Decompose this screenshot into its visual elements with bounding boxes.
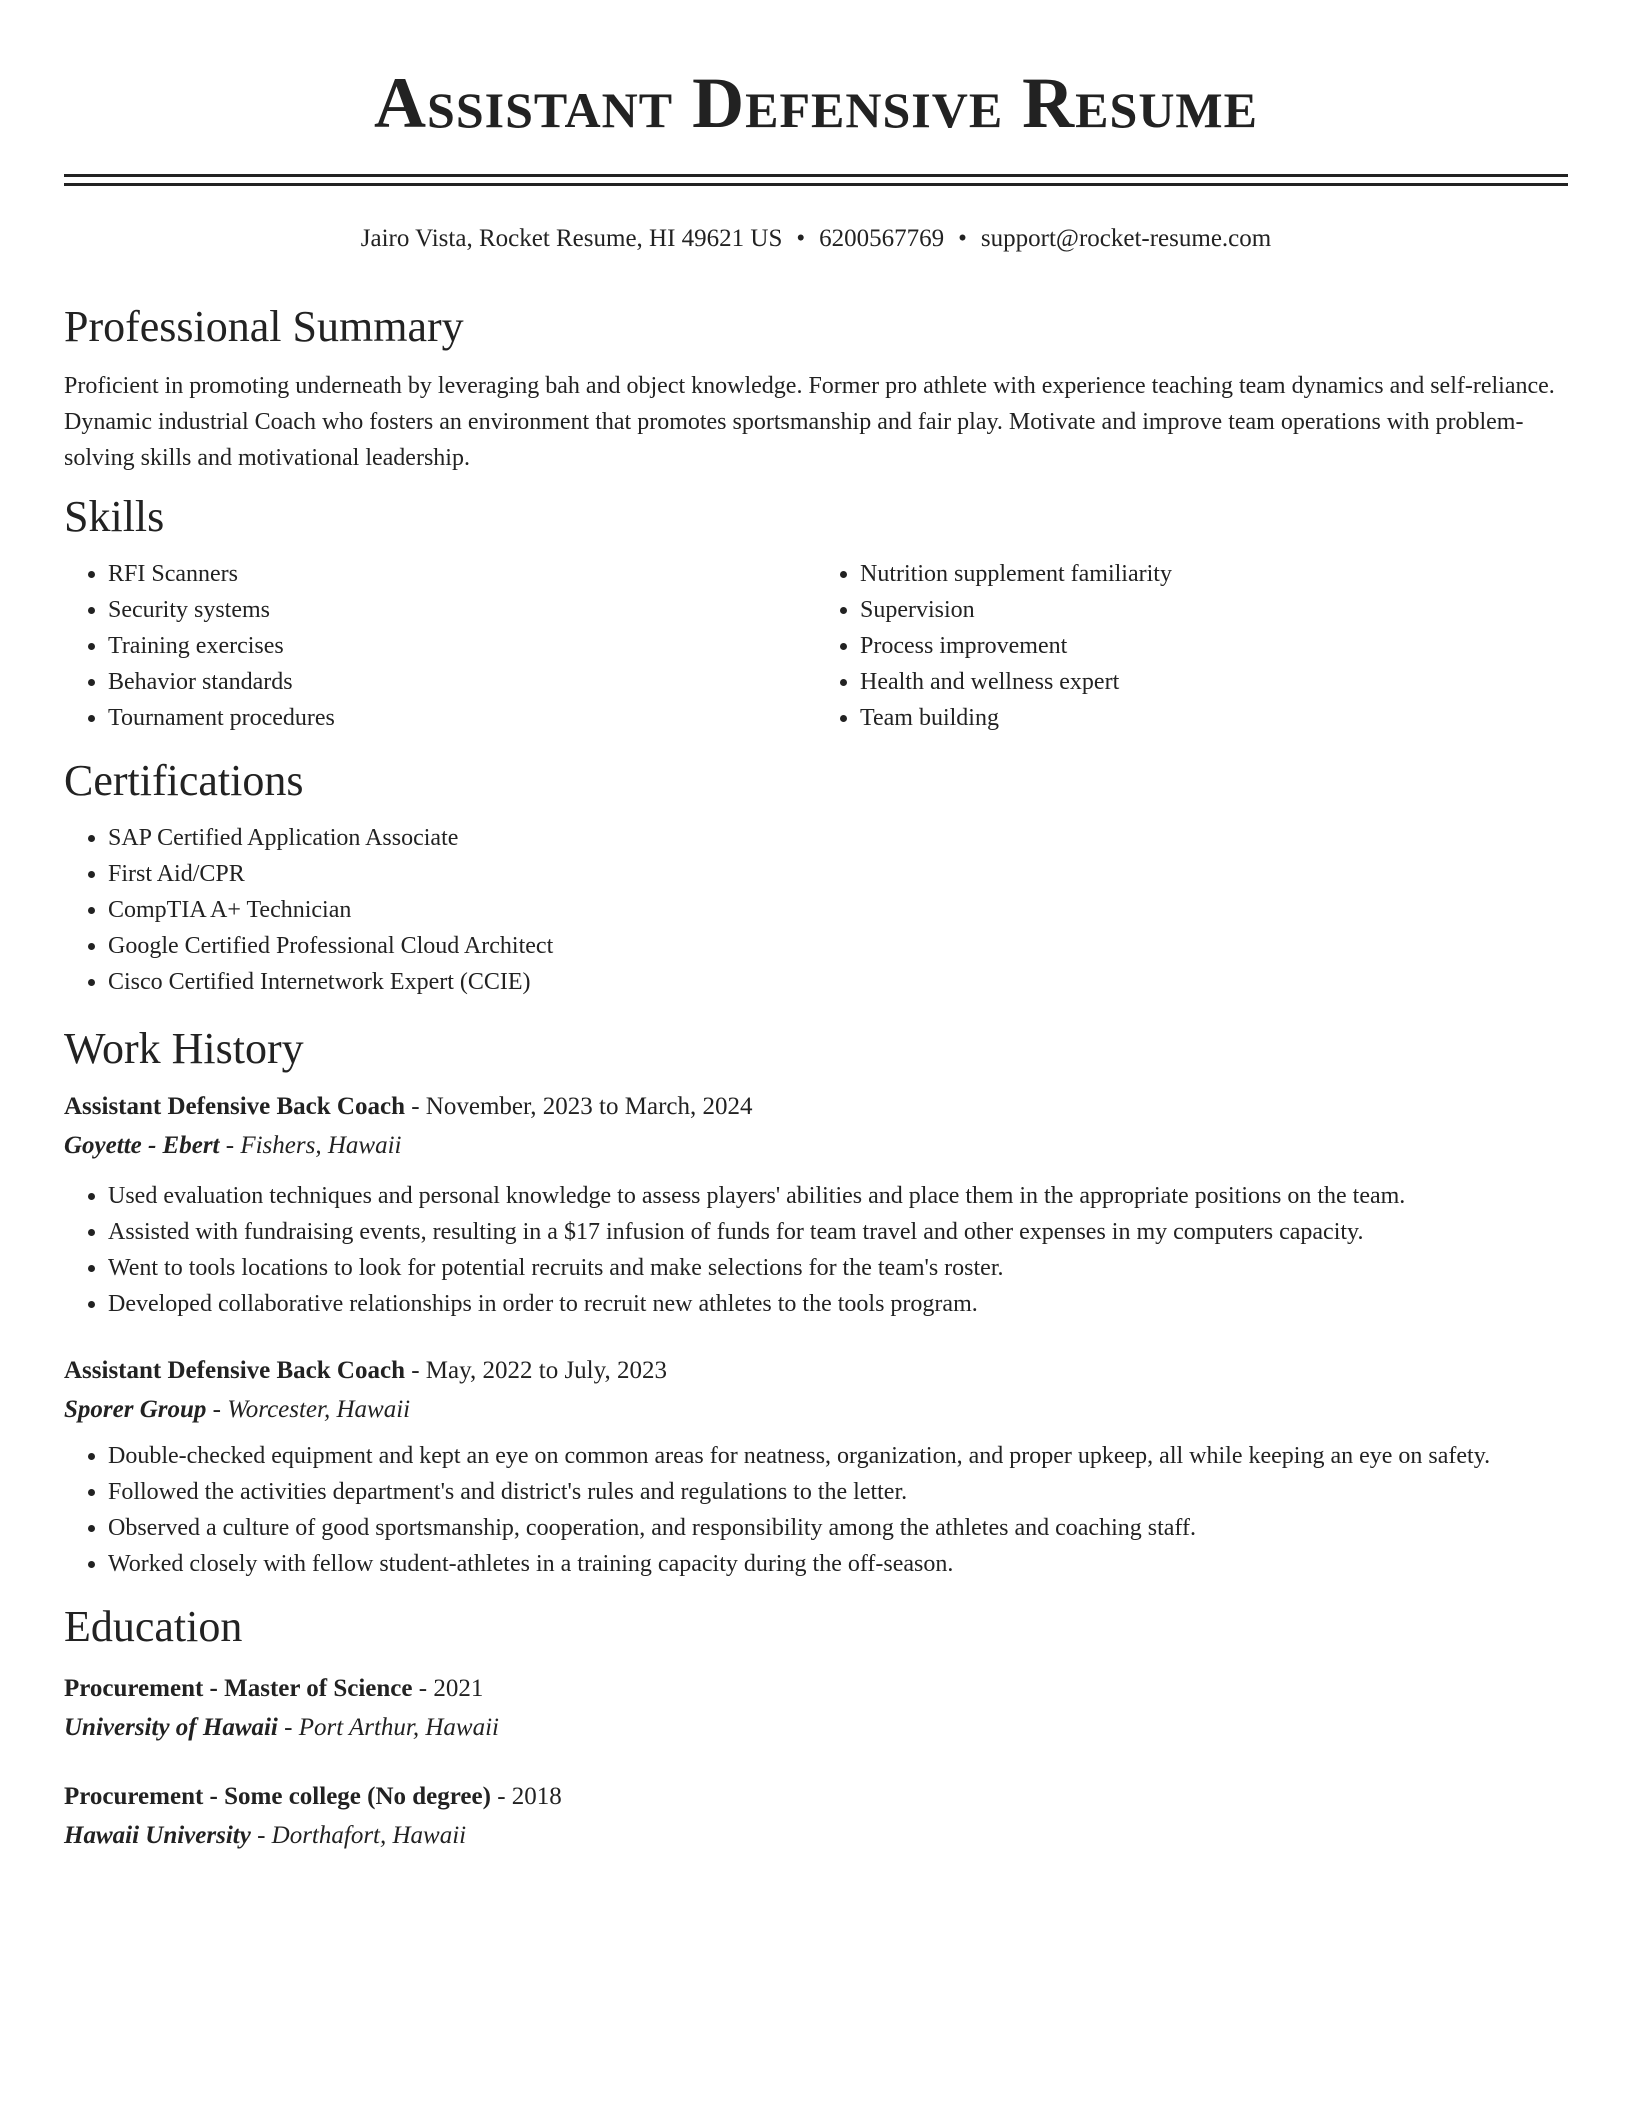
education-year: - 2018 xyxy=(490,1783,562,1810)
education-degree: Procurement - Master of Science xyxy=(64,1675,413,1702)
skill-item: • Supervision xyxy=(860,592,1568,628)
job-company: Sporer Group xyxy=(64,1396,207,1423)
job-dates: - November, 2023 to March, 2024 xyxy=(404,1093,753,1120)
job-dates: - May, 2022 to July, 2023 xyxy=(404,1357,667,1384)
education-location: - Port Arthur, Hawaii xyxy=(277,1714,499,1741)
job-title-line xyxy=(64,1088,1568,1126)
skill-item: • Security systems xyxy=(108,592,816,628)
certification-item: • Google Certified Professional Cloud Architect xyxy=(108,928,1568,964)
education-school: Hawaii University xyxy=(64,1822,251,1849)
job-role: Assistant Defensive Back Coach xyxy=(64,1093,405,1120)
job-duty: • Developed collaborative relationships in order to recruit new athletes to the tools program. xyxy=(108,1286,1568,1322)
job-duty: • Observed a culture of good sportsmanship, cooperation, and responsibility among the athletes and coaching staff. xyxy=(108,1510,1568,1546)
job-title-line xyxy=(64,1352,1568,1390)
title-divider-top xyxy=(64,174,1568,177)
job-duty: • Worked closely with fellow student-athletes in a training capacity during the off-season. xyxy=(108,1546,1568,1582)
job-entry xyxy=(64,1352,1568,1582)
job-duty: • Used evaluation techniques and personal knowledge to assess players' abilities and place them in the appropriate positions on the team. xyxy=(108,1178,1568,1214)
job-duty: • Assisted with fundraising events, resulting in a $17 infusion of funds for team travel and other expenses in my computers capacity. xyxy=(108,1214,1568,1250)
summary-text: Proficient in promoting underneath by leveraging bah and object knowledge. Former pro athlete with experience teaching team dynamics and self-reliance. Dynamic industrial Coach who fosters an environment that promotes sportsmanship and fair play. Motivate and improve team operations with problem-solving skills and motivational leadership. xyxy=(64,373,1555,471)
skill-item: • Tournament procedures xyxy=(108,700,816,736)
education-entry xyxy=(64,1670,1568,1748)
skill-item: • Process improvement xyxy=(860,628,1568,664)
skill-item: • Health and wellness expert xyxy=(860,664,1568,700)
education-location: - Dorthafort, Hawaii xyxy=(250,1822,467,1849)
skill-item: • Training exercises xyxy=(108,628,816,664)
education-heading: Education xyxy=(64,1602,243,1651)
education-school-line xyxy=(64,1816,1568,1856)
contact-line xyxy=(64,222,1568,256)
skill-item: • Behavior standards xyxy=(108,664,816,700)
skill-item: • Nutrition supplement familiarity xyxy=(860,556,1568,592)
summary-heading: Professional Summary xyxy=(64,302,464,351)
resume-title: Assistant Defensive Resume xyxy=(374,63,1258,143)
skill-item: • RFI Scanners xyxy=(108,556,816,592)
certification-item: • SAP Certified Application Associate xyxy=(108,820,1568,856)
skill-item: • Team building xyxy=(860,700,1568,736)
skills-column-left xyxy=(64,556,816,736)
job-company-line xyxy=(64,1126,1568,1166)
skills-list xyxy=(64,556,1568,736)
contact-email: support@rocket-resume.com xyxy=(980,225,1272,252)
job-entry xyxy=(64,1088,1568,1322)
job-duty: • Followed the activities department's and district's rules and regulations to the letter. xyxy=(108,1474,1568,1510)
job-duties-list xyxy=(64,1178,1568,1322)
education-degree-line xyxy=(64,1670,1568,1708)
certifications-heading: Certifications xyxy=(64,756,304,805)
job-company-line xyxy=(64,1390,1568,1430)
job-location: - Fishers, Hawaii xyxy=(219,1132,402,1159)
certification-item: • First Aid/CPR xyxy=(108,856,1568,892)
skills-column-right xyxy=(816,556,1568,736)
education-school: University of Hawaii xyxy=(64,1714,278,1741)
job-company: Goyette - Ebert xyxy=(64,1132,220,1159)
title-divider-bottom xyxy=(64,183,1568,186)
education-degree: Procurement - Some college (No degree) xyxy=(64,1783,491,1810)
certification-item: • Cisco Certified Internetwork Expert (CCIE) xyxy=(108,964,1568,1000)
education-school-line xyxy=(64,1708,1568,1748)
job-role: Assistant Defensive Back Coach xyxy=(64,1357,405,1384)
education-degree-line xyxy=(64,1778,1568,1816)
job-duty: • Double-checked equipment and kept an eye on common areas for neatness, organization, and proper upkeep, all while keeping an eye on safety. xyxy=(108,1438,1568,1474)
work-history-heading: Work History xyxy=(64,1024,304,1073)
contact-address: Jairo Vista, Rocket Resume, HI 49621 US xyxy=(360,225,783,252)
job-location: - Worcester, Hawaii xyxy=(206,1396,411,1423)
job-duty: • Went to tools locations to look for potential recruits and make selections for the team's roster. xyxy=(108,1250,1568,1286)
education-entry xyxy=(64,1778,1568,1856)
contact-separator: • xyxy=(958,225,967,252)
certification-item: • CompTIA A+ Technician xyxy=(108,892,1568,928)
job-duties-list xyxy=(64,1438,1568,1582)
education-year: - 2021 xyxy=(412,1675,484,1702)
contact-separator: • xyxy=(796,225,806,252)
certifications-list xyxy=(64,820,1568,1000)
contact-phone: 6200567769 xyxy=(819,225,945,252)
skills-heading: Skills xyxy=(64,492,165,541)
